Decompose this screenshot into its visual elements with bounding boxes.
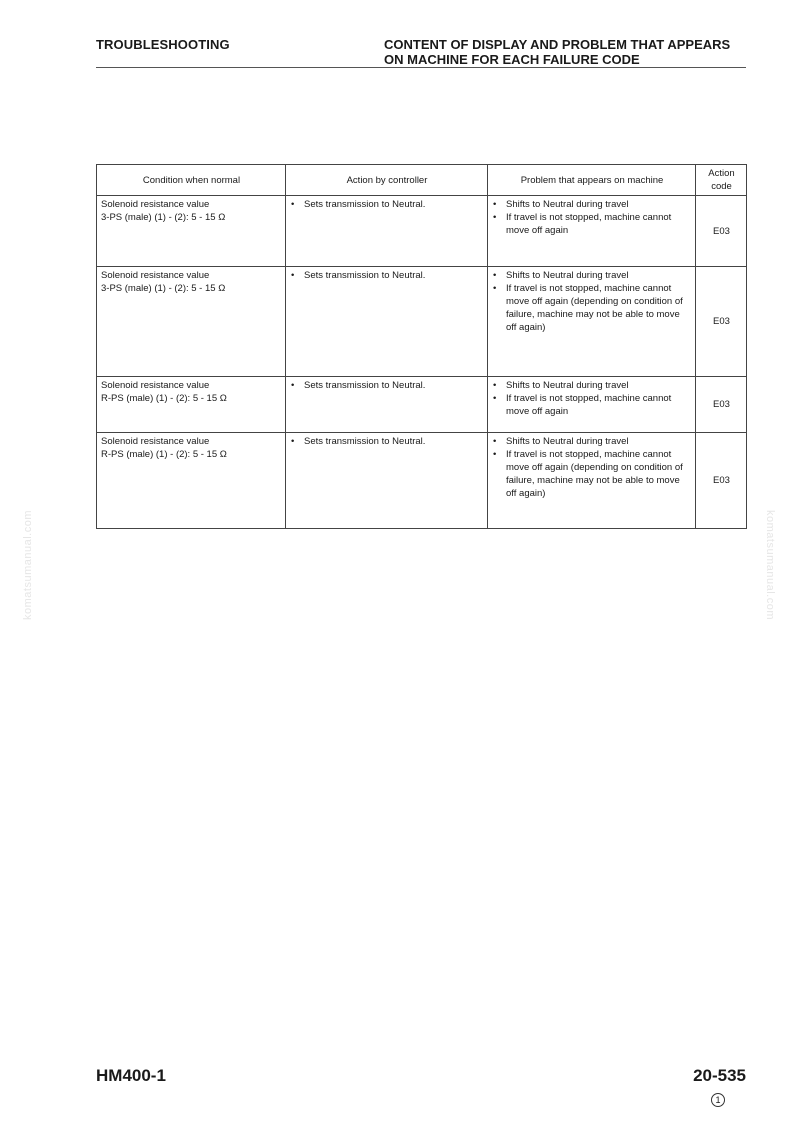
header-problem: Problem that appears on machine xyxy=(488,165,696,196)
header-divider xyxy=(96,67,746,68)
header-action-code-line-2: code xyxy=(711,181,732,192)
problem-cell xyxy=(488,433,696,529)
condition-cell xyxy=(97,267,286,377)
action-cell xyxy=(286,433,488,529)
action-code-cell: E03 xyxy=(696,196,747,267)
page-title-line-1: CONTENT OF DISPLAY AND PROBLEM THAT APPEARS xyxy=(384,37,731,52)
condition-cell xyxy=(97,377,286,433)
page-number: 20-535 xyxy=(693,1066,746,1085)
section-title: TROUBLESHOOTING xyxy=(96,37,230,52)
action-code-cell: E03 xyxy=(696,267,747,377)
condition-cell xyxy=(97,433,286,529)
problem-item: • If travel is not stopped, machine cannot move off again (depending on condition of failure, machine may not be able to move off again) xyxy=(492,448,692,500)
action-code-cell: E03 xyxy=(696,433,747,529)
watermark-right: komatsumanual.com xyxy=(764,510,776,620)
action-code-cell: E03 xyxy=(696,377,747,433)
table-row xyxy=(97,433,747,529)
problem-cell xyxy=(488,196,696,267)
action-item: • Sets transmission to Neutral. xyxy=(290,435,484,448)
condition-line: Solenoid resistance value xyxy=(101,380,210,391)
condition-line: R-PS (male) (1) - (2): 5 - 15 Ω xyxy=(101,393,227,404)
header-action-code xyxy=(696,165,747,196)
table-row xyxy=(97,196,747,267)
problem-cell xyxy=(488,267,696,377)
failure-code-table xyxy=(96,164,747,529)
action-cell xyxy=(286,267,488,377)
problem-item: • Shifts to Neutral during travel xyxy=(492,435,692,448)
problem-item: • Shifts to Neutral during travel xyxy=(492,198,692,211)
header-action: Action by controller xyxy=(286,165,488,196)
problem-item: • Shifts to Neutral during travel xyxy=(492,379,692,392)
condition-line: Solenoid resistance value xyxy=(101,436,210,447)
condition-line: Solenoid resistance value xyxy=(101,270,210,281)
condition-line: Solenoid resistance value xyxy=(101,199,210,210)
condition-line: 3-PS (male) (1) - (2): 5 - 15 Ω xyxy=(101,283,226,294)
action-cell xyxy=(286,196,488,267)
header-action-code-line-1: Action xyxy=(708,168,735,179)
revision-mark: 1 xyxy=(711,1093,725,1107)
table-header-row xyxy=(97,165,747,196)
header-condition: Condition when normal xyxy=(97,165,286,196)
watermark-left: komatsumanual.com xyxy=(22,510,34,620)
action-item: • Sets transmission to Neutral. xyxy=(290,379,484,392)
problem-item: • If travel is not stopped, machine cannot move off again xyxy=(492,392,692,418)
table-row xyxy=(97,267,747,377)
problem-cell xyxy=(488,377,696,433)
action-cell xyxy=(286,377,488,433)
page-title-line-2: ON MACHINE FOR EACH FAILURE CODE xyxy=(384,52,640,67)
condition-line: R-PS (male) (1) - (2): 5 - 15 Ω xyxy=(101,449,227,460)
table-row xyxy=(97,377,747,433)
problem-item: • Shifts to Neutral during travel xyxy=(492,269,692,282)
action-item: • Sets transmission to Neutral. xyxy=(290,198,484,211)
condition-cell xyxy=(97,196,286,267)
action-item: • Sets transmission to Neutral. xyxy=(290,269,484,282)
condition-line: 3-PS (male) (1) - (2): 5 - 15 Ω xyxy=(101,212,226,223)
page-title xyxy=(384,37,730,67)
problem-item: • If travel is not stopped, machine cannot move off again (depending on condition of failure, machine may not be able to move off again) xyxy=(492,282,692,334)
problem-item: • If travel is not stopped, machine cannot move off again xyxy=(492,211,692,237)
model-number: HM400-1 xyxy=(96,1066,166,1085)
